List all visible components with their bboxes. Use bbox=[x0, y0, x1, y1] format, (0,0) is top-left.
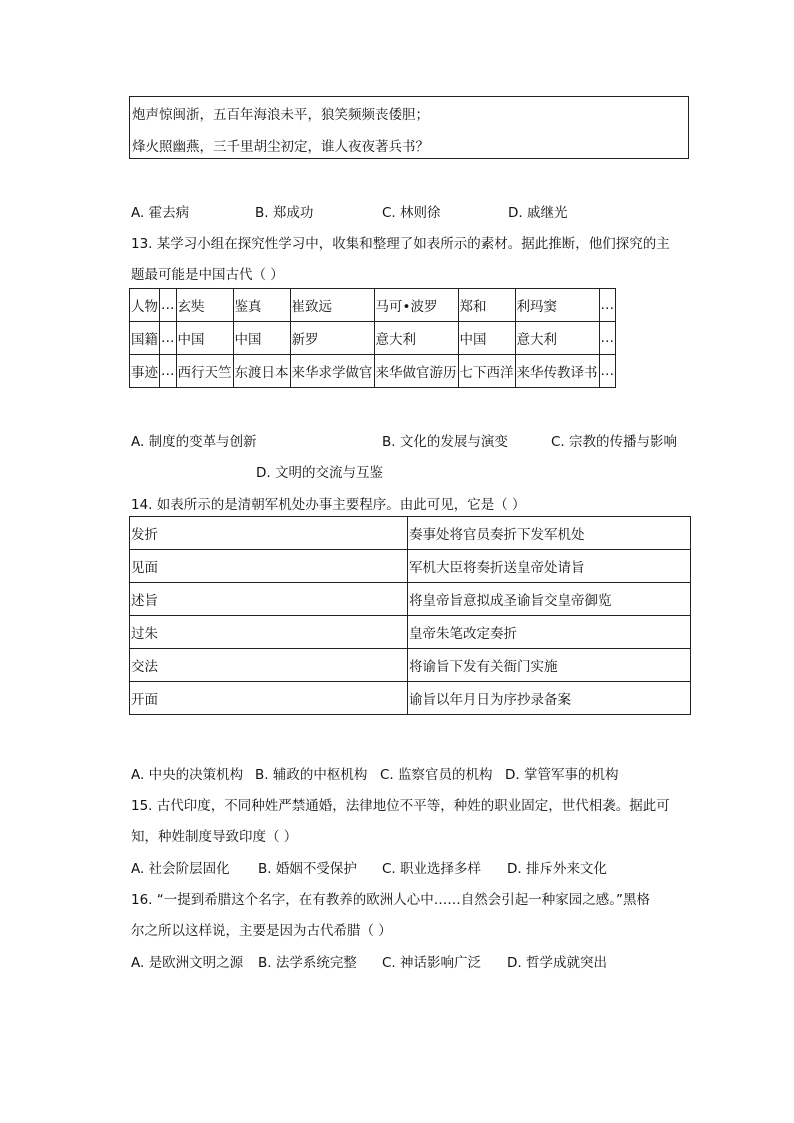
table-cell: … bbox=[599, 289, 616, 322]
q12-option-a[interactable]: A. 霍去病 bbox=[131, 205, 190, 221]
table-cell: 中国 bbox=[458, 322, 515, 355]
table-cell: 利玛窦 bbox=[515, 289, 599, 322]
table-cell: 将谕旨下发有关衙门实施 bbox=[408, 649, 691, 682]
table-cell: 军机大臣将奏折送皇帝处请旨 bbox=[408, 550, 691, 583]
q15-stem-line-1: 15. 古代印度，不同种姓严禁通婚，法律地位不平等，种姓的职业固定，世代相袭。据此可 bbox=[131, 798, 670, 814]
table-cell: 郑和 bbox=[458, 289, 515, 322]
table-cell: … bbox=[160, 355, 177, 388]
q15-option-d[interactable]: D. 排斥外来文化 bbox=[507, 861, 607, 877]
q16-option-a[interactable]: A. 是欧洲文明之源 bbox=[131, 955, 244, 971]
q13-option-a[interactable]: A. 制度的变革与创新 bbox=[131, 434, 257, 450]
table-row bbox=[130, 289, 616, 322]
table-cell: 中国 bbox=[233, 322, 290, 355]
table-cell: 事迹 bbox=[130, 355, 160, 388]
table-row bbox=[130, 517, 691, 550]
table-cell: 玄奘 bbox=[176, 289, 233, 322]
table-row bbox=[130, 355, 616, 388]
q13-option-b[interactable]: B. 文化的发展与演变 bbox=[382, 434, 508, 450]
table-cell: 七下西洋 bbox=[458, 355, 515, 388]
q16-option-d[interactable]: D. 哲学成就突出 bbox=[507, 955, 607, 971]
q13-option-d[interactable]: D. 文明的交流与互鉴 bbox=[256, 465, 383, 481]
table-cell: 西行天竺 bbox=[176, 355, 233, 388]
q14-option-a[interactable]: A. 中央的决策机构 bbox=[131, 767, 244, 783]
table-cell: … bbox=[160, 322, 177, 355]
table-cell: 来华求学做官 bbox=[290, 355, 374, 388]
table-cell: 奏事处将官员奏折下发军机处 bbox=[408, 517, 691, 550]
q16-option-b[interactable]: B. 法学系统完整 bbox=[258, 955, 357, 971]
q16-option-c[interactable]: C. 神话影响广泛 bbox=[382, 955, 482, 971]
table-cell: 新罗 bbox=[290, 322, 374, 355]
q13-stem-line-1: 13. 某学习小组在探究性学习中，收集和整理了如表所示的素材。据此推断，他们探究的主 bbox=[131, 236, 670, 252]
q12-option-c[interactable]: C. 林则徐 bbox=[382, 205, 441, 221]
table-row bbox=[130, 550, 691, 583]
table-row bbox=[130, 649, 691, 682]
table-cell: … bbox=[160, 289, 177, 322]
table-cell: 意大利 bbox=[515, 322, 599, 355]
q12-option-d[interactable]: D. 戚继光 bbox=[508, 205, 568, 221]
q14-option-b[interactable]: B. 辅政的中枢机构 bbox=[255, 767, 368, 783]
q13-option-c[interactable]: C. 宗教的传播与影响 bbox=[551, 434, 678, 450]
q15-option-b[interactable]: B. 婚姻不受保护 bbox=[258, 861, 357, 877]
q12-option-b[interactable]: B. 郑成功 bbox=[255, 205, 314, 221]
table-cell: 意大利 bbox=[374, 322, 458, 355]
table-row bbox=[130, 682, 691, 715]
q14-stem: 14. 如表所示的是清朝军机处办事主要程序。由此可见，它是（ ） bbox=[131, 497, 526, 513]
poem-box bbox=[129, 96, 689, 159]
table-cell: 国籍 bbox=[130, 322, 160, 355]
q16-stem-line-2: 尔之所以这样说，主要是因为古代希腊（ ） bbox=[131, 923, 392, 939]
table-cell: 过朱 bbox=[130, 616, 408, 649]
table-cell: 鉴真 bbox=[233, 289, 290, 322]
table-cell: 人物 bbox=[130, 289, 160, 322]
table-cell: … bbox=[599, 355, 616, 388]
table-cell: 崔致远 bbox=[290, 289, 374, 322]
table-row bbox=[130, 583, 691, 616]
q13-stem-line-2: 题最可能是中国古代（ ） bbox=[131, 267, 284, 283]
q14-option-d[interactable]: D. 掌管军事的机构 bbox=[505, 767, 619, 783]
q16-stem-line-1: 16. “一提到希腊这个名字，在有教养的欧洲人心中……自然会引起一种家园之感。”黑格 bbox=[131, 892, 650, 908]
table-cell: 见面 bbox=[130, 550, 408, 583]
q15-stem-line-2: 知，种姓制度导致印度（ ） bbox=[131, 829, 298, 845]
table-cell: 谕旨以年月日为序抄录备案 bbox=[408, 682, 691, 715]
table-cell: 发折 bbox=[130, 517, 408, 550]
table-cell: 东渡日本 bbox=[233, 355, 290, 388]
q14-option-c[interactable]: C. 监察官员的机构 bbox=[380, 767, 493, 783]
q13-table bbox=[129, 288, 616, 388]
table-row bbox=[130, 616, 691, 649]
table-cell: 将皇帝旨意拟成圣谕旨交皇帝御览 bbox=[408, 583, 691, 616]
table-row bbox=[130, 322, 616, 355]
poem-line-2: 烽火照幽燕，三千里胡尘初定，谁人夜夜著兵书？ bbox=[132, 139, 429, 155]
table-cell: 述旨 bbox=[130, 583, 408, 616]
poem-line-1: 炮声惊闽浙，五百年海浪未平，狼笑频频丧倭胆； bbox=[132, 107, 429, 123]
table-cell: 马可•波罗 bbox=[374, 289, 458, 322]
table-cell: 开面 bbox=[130, 682, 408, 715]
table-cell: 中国 bbox=[176, 322, 233, 355]
table-cell: … bbox=[599, 322, 616, 355]
q15-option-a[interactable]: A. 社会阶层固化 bbox=[131, 861, 230, 877]
q15-option-c[interactable]: C. 职业选择多样 bbox=[382, 861, 482, 877]
table-cell: 来华传教译书 bbox=[515, 355, 599, 388]
table-cell: 来华做官游历 bbox=[374, 355, 458, 388]
q14-table bbox=[129, 516, 691, 715]
table-cell: 交法 bbox=[130, 649, 408, 682]
table-cell: 皇帝朱笔改定奏折 bbox=[408, 616, 691, 649]
